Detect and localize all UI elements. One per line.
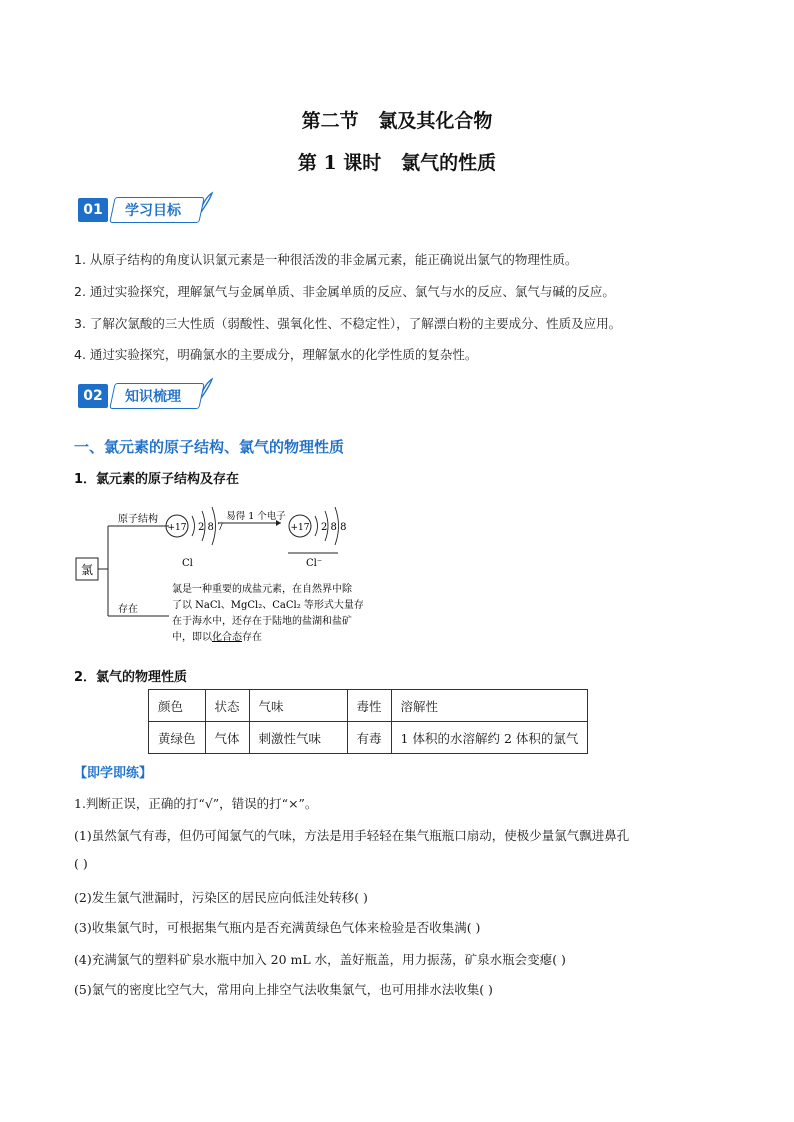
chlorine-structure-diagram [74, 498, 404, 650]
badge-label-box [109, 197, 205, 223]
practice-heading: 【即学即练】 [74, 766, 153, 781]
exercise-line: (5)氯气的密度比空气大，常用向上排空气法收集氯气，也可用排水法收集( ) [74, 982, 493, 997]
nucleus-charge: +17 [167, 523, 187, 533]
note-line: 中，即以化合态存在 [172, 632, 262, 643]
electron-shells: 2 8 7 [198, 522, 224, 533]
physical-properties-table [148, 689, 588, 754]
goal-item: 3. 了解次氯酸的三大性质（弱酸性、强氧化性、不稳定性），了解漂白粉的主要成分、性质及应用。 [74, 316, 622, 331]
table-cell: 溶解性 [391, 690, 588, 722]
nucleus-charge: +17 [290, 523, 310, 533]
exercise-line: (3)收集氯气时，可根据集气瓶内是否充满黄绿色气体来检验是否收集满( ) [74, 920, 481, 935]
table-cell: 气味 [249, 690, 347, 722]
electron-shells: 2 8 8 [321, 522, 347, 533]
section-heading: 一、氯元素的原子结构、氯气的物理性质 [74, 438, 345, 456]
exercise-line: 1.判断正误，正确的打“√”，错误的打“×”。 [74, 796, 318, 811]
table-cell: 颜色 [149, 690, 206, 722]
arrow-label: 易得 1 个电子 [226, 511, 286, 522]
table-cell: 状态 [205, 690, 249, 722]
badge-label-box [109, 383, 205, 409]
table-cell: 有毒 [347, 722, 391, 754]
badge-number: 01 [78, 198, 108, 222]
table-header-row [149, 690, 588, 722]
badge-number: 02 [78, 384, 108, 408]
subsection-heading: 2．氯气的物理性质 [74, 670, 188, 685]
goal-item: 1. 从原子结构的角度认识氯元素是一种很活泼的非金属元素，能正确说出氯气的物理性质。 [74, 252, 578, 267]
exercise-line: (2)发生氯气泄漏时，污染区的居民应向低洼处转移( ) [74, 890, 368, 905]
table-cell: 刺激性气味 [249, 722, 347, 754]
section-badge-knowledge [78, 383, 214, 409]
root-label: 氯 [80, 563, 94, 577]
lesson-title: 第 1 课时 氯气的性质 [297, 152, 497, 174]
badge-label: 学习目标 [125, 203, 181, 219]
ion-symbol: Cl⁻ [306, 558, 323, 569]
exercise-answer-blank[interactable]: ( ) [74, 856, 88, 871]
branch-existence-label: 存在 [118, 604, 138, 615]
atom-symbol: Cl [182, 558, 193, 569]
goal-item: 4. 通过实验探究，明确氯水的主要成分，理解氯水的化学性质的复杂性。 [74, 347, 478, 362]
table-cell: 黄绿色 [149, 722, 206, 754]
badge-label: 知识梳理 [125, 389, 181, 405]
branch-structure-label: 原子结构 [118, 514, 158, 525]
page-title: 第二节 氯及其化合物 [301, 110, 493, 132]
branch-lines [98, 526, 169, 616]
exercise-line: (1)虽然氯气有毒，但仍可闻氯气的气味，方法是用手轻轻在集气瓶瓶口扇动，使极少量氯气飘进鼻孔 [74, 828, 630, 843]
note-line: 氯是一种重要的成盐元素，在自然界中除 [172, 584, 352, 595]
table-cell: 1 体积的水溶解约 2 体积的氯气 [391, 722, 588, 754]
table-cell: 毒性 [347, 690, 391, 722]
note-line: 在于海水中，还存在于陆地的盐湖和盐矿 [172, 616, 352, 627]
table-row [149, 722, 588, 754]
goal-item: 2. 通过实验探究，理解氯气与金属单质、非金属单质的反应、氯气与水的反应、氯气与碱的反应。 [74, 284, 615, 299]
exercise-line: (4)充满氯气的塑料矿泉水瓶中加入 20 mL 水，盖好瓶盖，用力振荡，矿泉水瓶会变瘪( ) [74, 952, 566, 967]
subsection-heading: 1．氯元素的原子结构及存在 [74, 472, 240, 487]
table-cell: 气体 [205, 722, 249, 754]
note-line: 了以 NaCl、MgCl₂、CaCl₂ 等形式大量存 [172, 600, 364, 611]
section-badge-goals [78, 197, 214, 223]
